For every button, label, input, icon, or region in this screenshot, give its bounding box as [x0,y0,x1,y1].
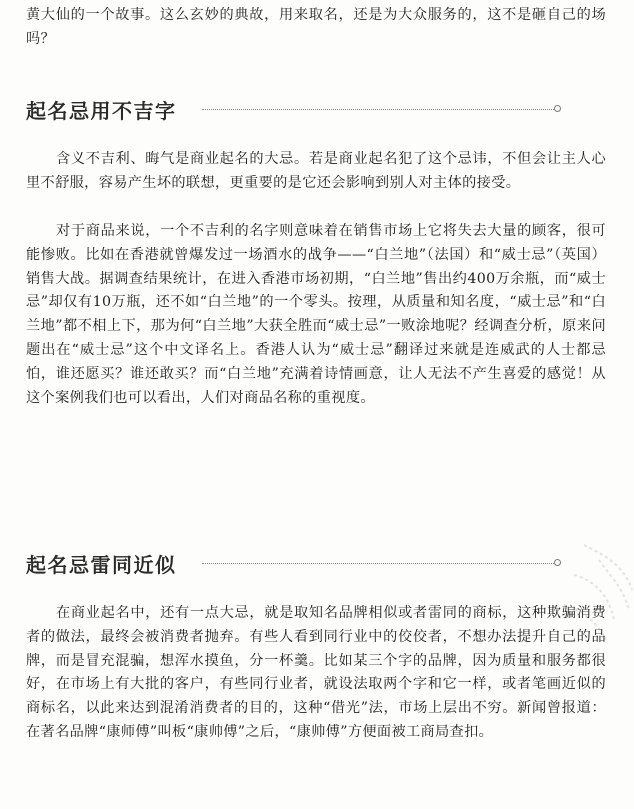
heading-divider [202,563,554,564]
heading-divider [202,109,554,110]
section-heading-unlucky-words [26,94,566,124]
paragraph-unlucky-intro: 含义不吉利、晦气是商业起名的大忌。若是商业起名犯了这个忌讳，不但会让主人心里不舒服，容易产生坏的联想，更重要的是它还会影响到别人对主体的接受。 [26,151,606,191]
section-title: 起名忌用不吉字 [26,98,177,123]
section-title: 起名忌雷同近似 [26,552,177,577]
heading-end-dot-icon [554,105,561,112]
paragraph-similar-names: 在商业起名中，还有一点大忌，就是取知名品牌相似或者雷同的商标，这种欺骗消费者的做法，最终会被消费者抛弃。有些人看到同行业中的佼佼者，不想办法提升自己的品牌，而是冒充混骗，想浑水摸鱼，分一杯羹。比如某三个字的品牌，因为质量和服务都很好，在市场上有大批的客户，有些同行业者，就设法取两个字和它一样，或者笔画近似的商标名，以此来达到混淆消费者的目的，这种“借光”法，市场上层出不穷。新闻曾报道：在著名品牌“康师傅”叫板“康帅傅”之后，“康帅傅”方便面被工商局查扣。 [26,605,606,740]
paragraph-intro-continuation: 黄大仙的一个故事。这么玄妙的典故，用来取名，还是为大众服务的，这不是砸自己的场吗？ [26,7,606,47]
paragraph-brandy-whisky-case: 对于商品来说，一个不吉利的名字则意味着在销售市场上它将失去大量的顾客，很可能惨败。比如在香港就曾爆发过一场酒水的战争——“白兰地”（法国）和“威士忌”（英国）销售大战。据调查结果统计，在进入香港市场初期，“白兰地”售出约400万余瓶，而“威士忌”却仅有10万瓶，还不如“白兰地”的一个零头。按理，从质量和知名度，“威士忌”和“白兰地”都不相上下，那为何“白兰地”大获全胜而“威士忌”一败涂地呢？经调查分析，原来问题出在“威士忌”这个中文译名上。香港人认为“威士忌”翻译过来就是连威武的人士都忌怕，谁还愿买？谁还敢买？而“白兰地”充满着诗情画意，让人无法不产生喜爱的感觉！从这个案例我们也可以看出，人们对商品名称的重视度。 [26,223,606,406]
section-heading-similar-names [26,548,566,578]
